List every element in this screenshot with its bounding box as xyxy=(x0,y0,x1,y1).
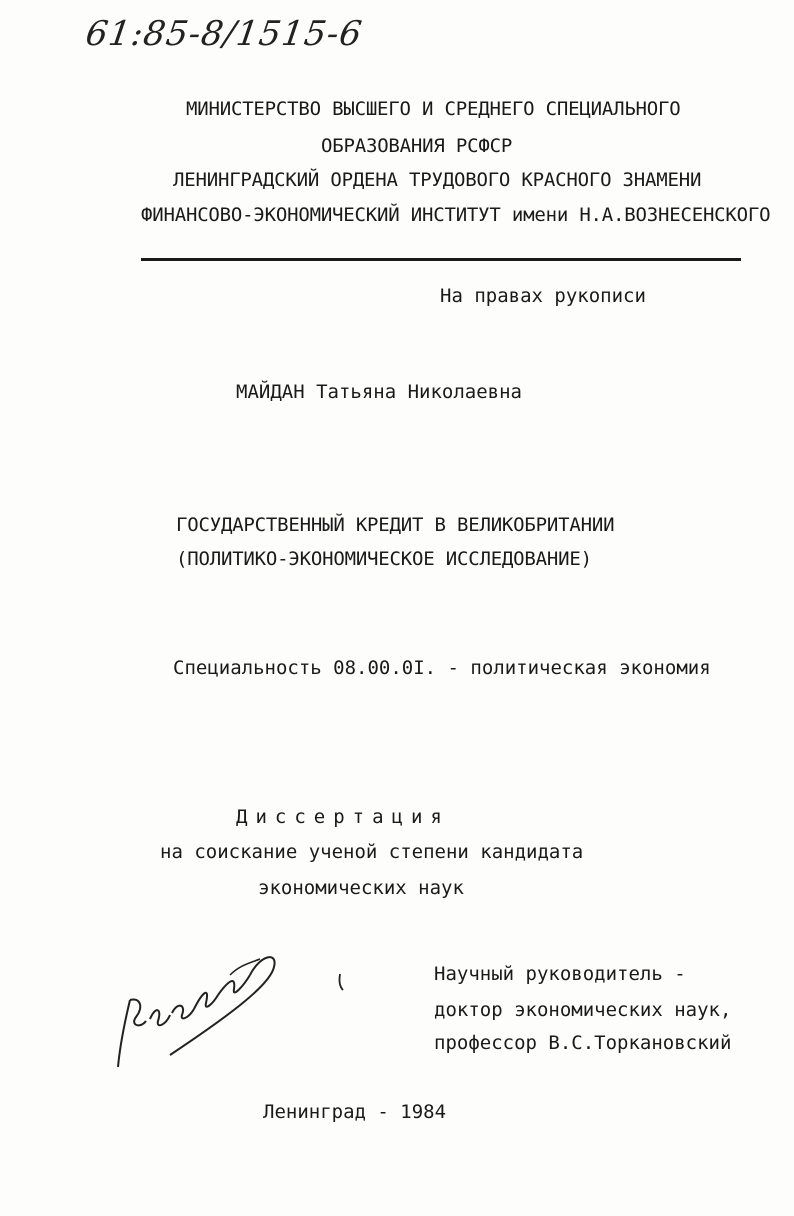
signature-handwritten xyxy=(110,945,300,1075)
supervisor-line-1: Научный руководитель - xyxy=(434,963,686,985)
pen-mark xyxy=(335,972,347,992)
manuscript-note: На правах рукописи xyxy=(440,285,646,307)
institute-line-1: ЛЕНИНГРАДСКИЙ ОРДЕНА ТРУДОВОГО КРАСНОГО ЗНАМЕНИ xyxy=(173,169,702,191)
degree-line-2: экономических наук xyxy=(258,877,464,899)
header-divider xyxy=(141,258,741,261)
degree-line-1: на соискание ученой степени кандидата xyxy=(160,841,584,863)
specialty-line: Специальность 08.00.0I. - политическая экономия xyxy=(173,657,711,679)
dissertation-title-line-1: ГОСУДАРСТВЕННЫЙ КРЕДИТ В ВЕЛИКОБРИТАНИИ xyxy=(176,514,615,536)
ministry-line-1: МИНИСТЕРСТВО ВЫСШЕГО И СРЕДНЕГО СПЕЦИАЛЬНОГО xyxy=(186,98,681,120)
institute-line-2: ФИНАНСОВО-ЭКОНОМИЧЕСКИЙ ИНСТИТУТ имени Н.А.ВОЗНЕСЕНСКОГО xyxy=(141,204,771,226)
supervisor-line-2: доктор экономических наук, xyxy=(434,999,732,1021)
document-type-heading: Диссертация xyxy=(236,806,450,828)
dissertation-title-line-2: (ПОЛИТИКО-ЭКОНОМИЧЕСКОЕ ИССЛЕДОВАНИЕ) xyxy=(176,548,592,570)
supervisor-line-3: профессор В.С.Торкановский xyxy=(434,1032,732,1054)
ministry-line-2: ОБРАЗОВАНИЯ РСФСР xyxy=(321,135,513,157)
author-name: МАЙДАН Татьяна Николаевна xyxy=(236,381,522,403)
place-and-year: Ленинград - 1984 xyxy=(263,1101,447,1123)
archive-code-handwritten: 61:85-8/1515-6 xyxy=(83,14,366,54)
